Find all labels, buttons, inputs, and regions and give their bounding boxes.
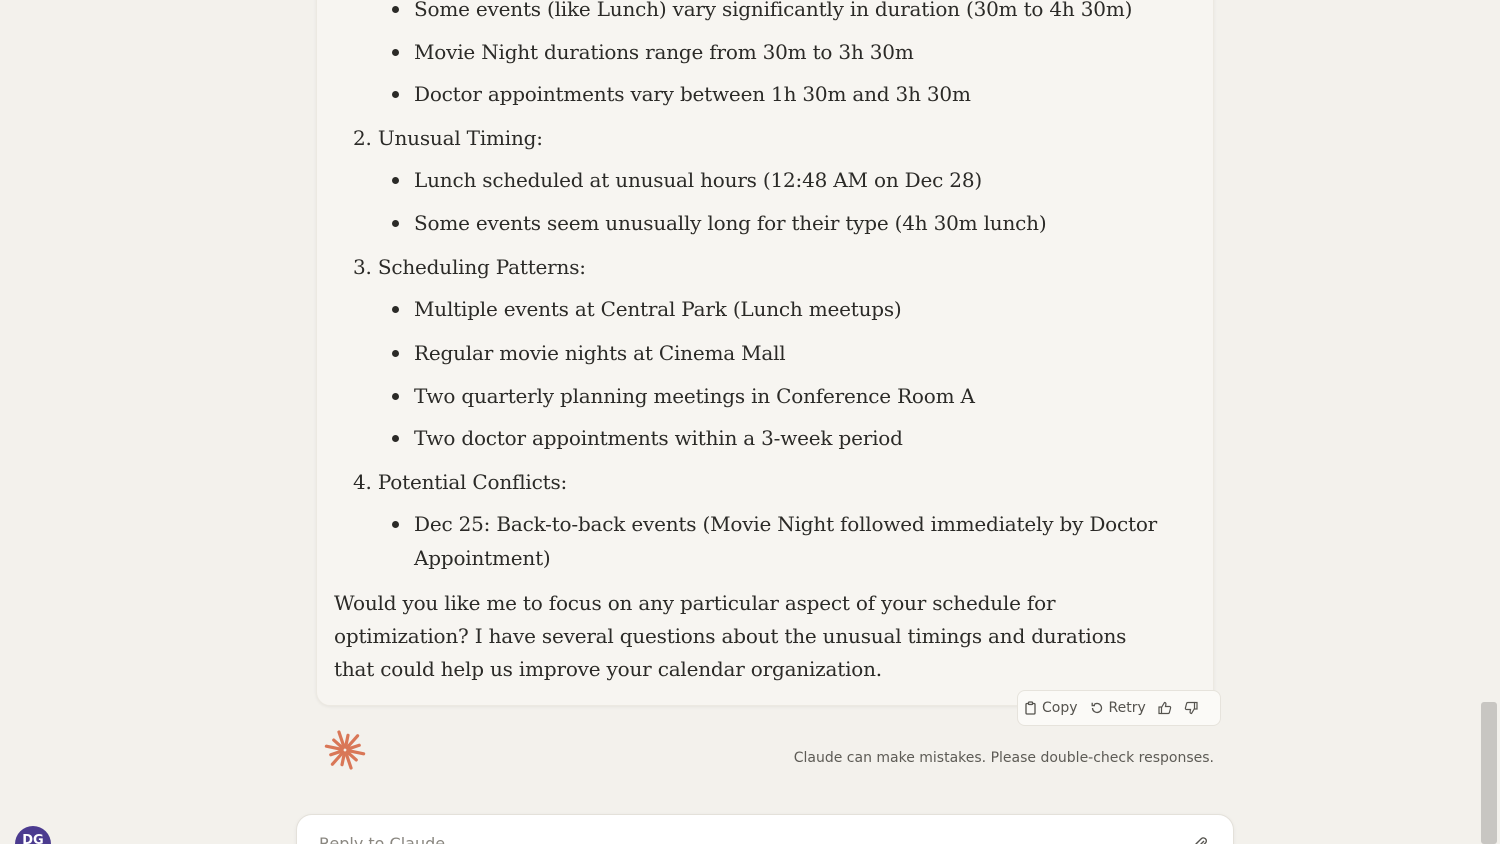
scrollbar-thumb[interactable] bbox=[1481, 702, 1497, 844]
list-item: Two quarterly planning meetings in Conference Room A bbox=[414, 384, 975, 408]
copy-label: Copy bbox=[1042, 700, 1078, 716]
list-item: Lunch scheduled at unusual hours (12:48 AM on Dec 28) bbox=[414, 168, 982, 192]
list-item: Movie Night durations range from 30m to 3h 30m bbox=[414, 40, 914, 64]
numbered-heading: 4. Potential Conflicts: bbox=[353, 470, 568, 494]
retry-button[interactable] bbox=[1084, 691, 1152, 725]
list-item: Regular movie nights at Cinema Mall bbox=[414, 341, 786, 365]
reply-composer bbox=[296, 814, 1234, 844]
retry-label: Retry bbox=[1108, 700, 1146, 716]
thumbs-up-button[interactable] bbox=[1152, 691, 1178, 725]
list-item: Doctor appointments vary between 1h 30m and 3h 30m bbox=[414, 82, 971, 106]
list-item-continuation: Appointment) bbox=[414, 546, 551, 570]
closing-paragraph: Would you like me to focus on any particular aspect of your schedule for optimization? I have several questions about the unusual timings and durations that could help us improve your calendar organization. bbox=[334, 591, 1127, 681]
claude-logo-icon bbox=[324, 729, 366, 771]
numbered-heading: 3. Scheduling Patterns: bbox=[353, 255, 586, 279]
list-item: Dec 25: Back-to-back events (Movie Night followed immediately by Doctor bbox=[414, 512, 1158, 536]
paperclip-icon[interactable] bbox=[1191, 835, 1209, 844]
reply-input[interactable] bbox=[317, 833, 1141, 844]
copy-button[interactable] bbox=[1018, 691, 1084, 725]
numbered-heading: 2. Unusual Timing: bbox=[353, 126, 543, 150]
clipboard-icon bbox=[1024, 701, 1037, 715]
user-avatar[interactable]: DG bbox=[15, 826, 51, 844]
list-item: Some events seem unusually long for their type (4h 30m lunch) bbox=[414, 211, 1047, 235]
disclaimer-text: Claude can make mistakes. Please double-check responses. bbox=[793, 750, 1214, 766]
thumbs-down-button[interactable] bbox=[1178, 691, 1204, 725]
thumbs-up-icon bbox=[1158, 701, 1172, 715]
list-item: Some events (like Lunch) vary significantly in duration (30m to 4h 30m) bbox=[414, 0, 1132, 21]
retry-icon bbox=[1090, 701, 1104, 715]
list-item: Multiple events at Central Park (Lunch meetups) bbox=[414, 297, 902, 321]
list-item: Two doctor appointments within a 3-week period bbox=[414, 426, 903, 450]
message-actions-bar bbox=[1017, 690, 1221, 726]
thumbs-down-icon bbox=[1184, 701, 1198, 715]
